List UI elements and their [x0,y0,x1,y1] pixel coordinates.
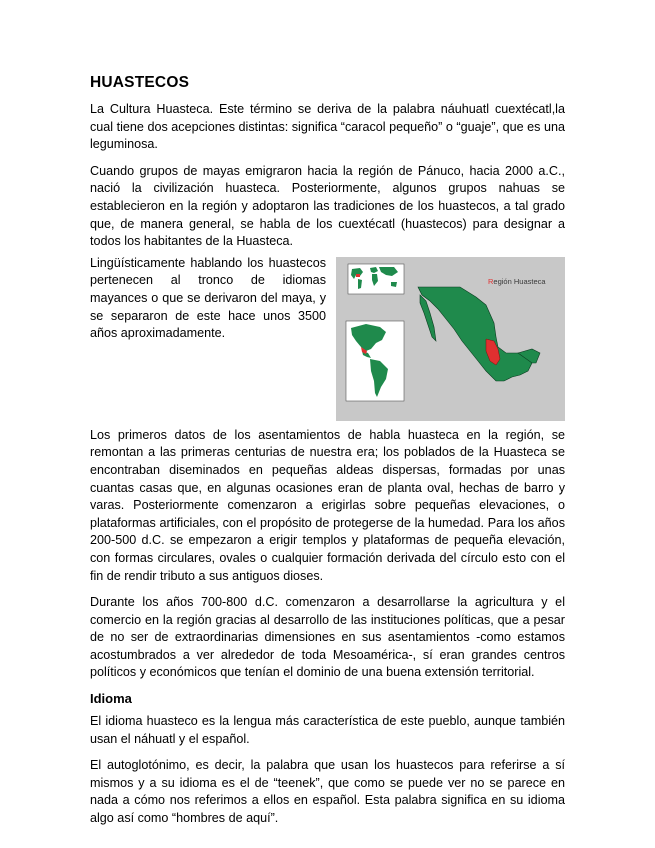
map-caption [488,277,546,286]
paragraph-intro: La Cultura Huasteca. Este término se deriva de la palabra náuhuatl cuextécatl,la cual tiene dos acepciones distintas: significa “caracol pequeño” o “guaje”, que es una leguminosa. [90,102,565,152]
huasteca-map-figure [336,257,565,421]
map-caption-initial: R [488,276,494,286]
paragraph-origin-text: Cuando grupos de mayas emigraron hacia la región de Pánuco, hacia 2000 a.C., nació la civilización huasteca. Posteriormente, algunos grupos nahuas se establecieron en la región y adoptaron las tradiciones de los huastecos, a tal grado que, de manera general, se habla de los cuextécatl (huastecos) para designar a todos los habitantes de la Huasteca. [90,163,565,249]
section-heading-idioma: Idioma [90,691,132,707]
paragraph-autoglotonimo: El autoglotónimo, es decir, la palabra que usan los huastecos para referirse a sí mismos y a su idioma es el de “teenek”, que como se puede ver no se parece en nada a cómo nos referimos a ellos en español. Esta palabra significa en su idioma algo así como “hombres de aquí”. [90,758,565,826]
map-caption-rest: egión Huasteca [493,276,546,286]
paragraph-settlements: Los primeros datos de los asentamientos de habla huasteca en la región, se remontan a las primeras centurias de nuestra era; los poblados de la Huasteca se encontraban diseminados en pequeñas aldeas dispersas, formadas por unas cuantas casas que, en algunas ocasiones eran de planta oval, hechas de barro y varas. Posteriormente comenzaron a erigirlas sobre pequeñas elevaciones, o plataformas artificiales, con el propósito de protegerse de la humedad. Para los años 200-500 d.C. se empezaron a erigir templos y plataformas de pequeña elevación, con formas circulares, ovales o cualquier formación derivada del círculo esto con el fin de rendir tributo a sus antiguos dioses. [90,427,565,583]
paragraph-agriculture: Durante los años 700-800 d.C. comenzaron a desarrollarse la agricultura y el comercio en la región gracias al desarrollo de las instituciones políticas, que a pesar de no ser de extraordinarias dimensiones en sus asentamientos -como estamos acostumbrados a ver alrededor de toda Mesoamérica-, sí eran grandes centros políticos y económicos que tenían el dominio de una buena extensión territorial. [90,595,565,680]
paragraph-origin [90,163,565,251]
world-map-inset [348,264,404,294]
paragraph-language: El idioma huasteco es la lengua más característica de este pueblo, aunque también usan el náhuatl y el español. [90,714,565,746]
mexico-map [418,287,540,381]
paragraph-linguistics: Lingüísticamente hablando los huastecos pertenecen al tronco de idiomas mayances o que se derivaron del maya, y se separaron de este hace unos 3500 años aproximadamente. [90,255,326,341]
americas-map-inset [346,321,404,401]
document-page [90,74,565,837]
document-title: HUASTECOS [90,74,190,91]
